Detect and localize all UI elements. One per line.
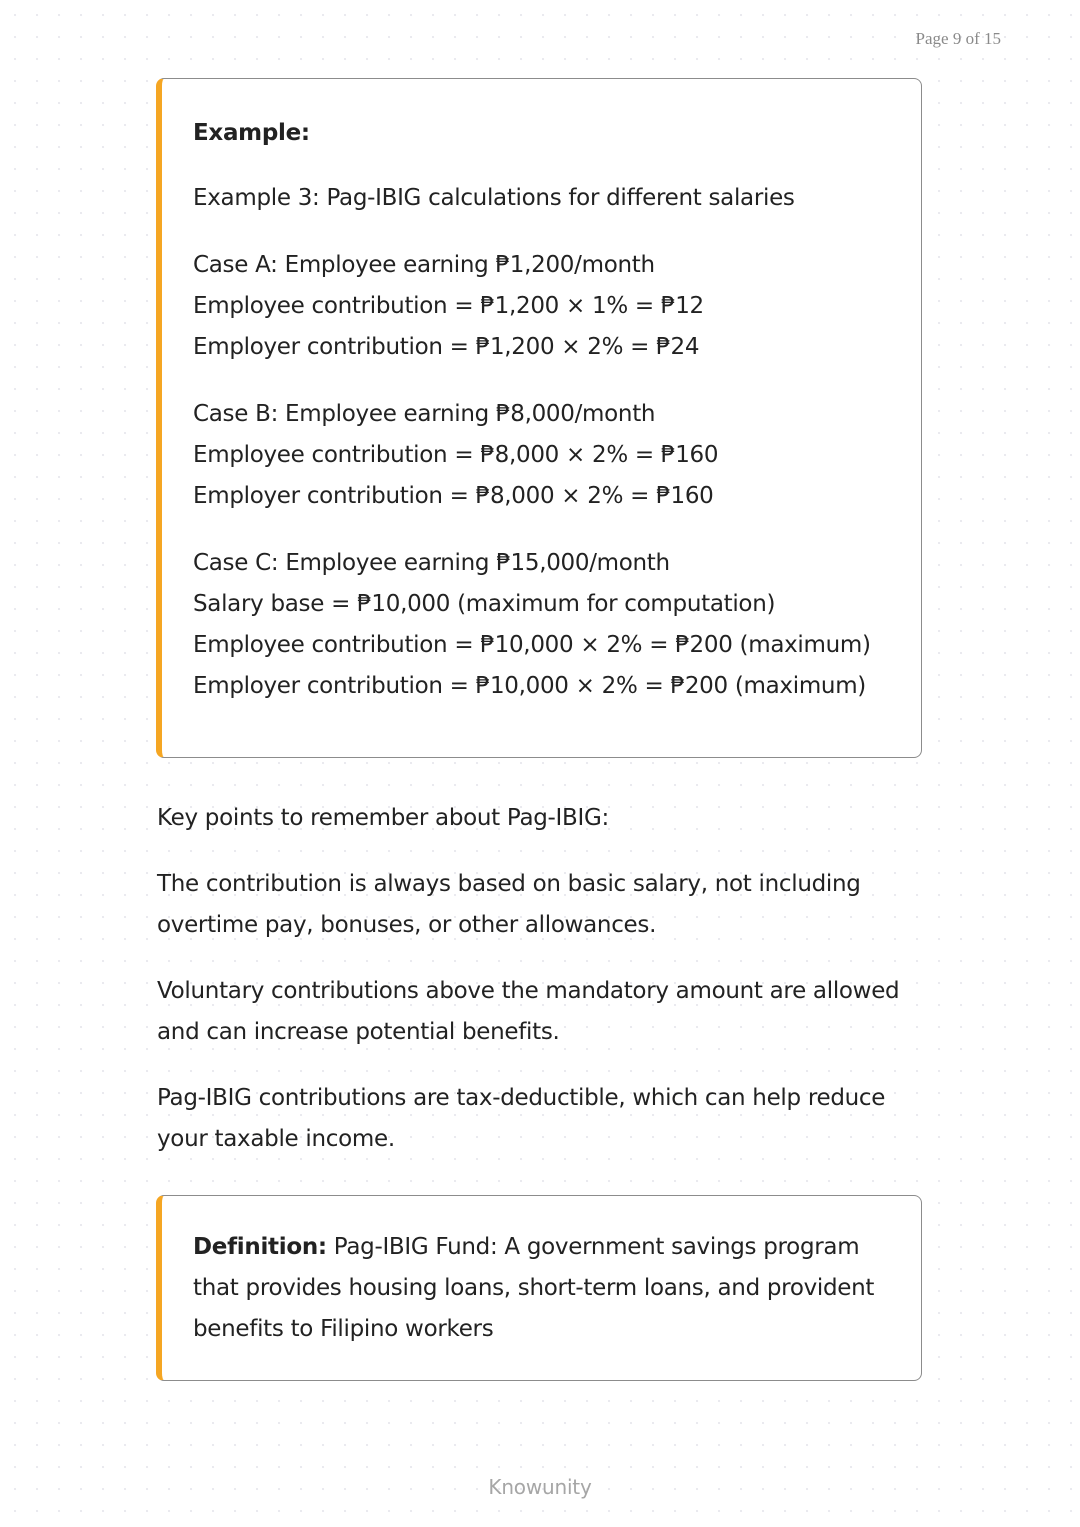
footer-brand: Knowunity <box>488 1475 592 1499</box>
case-c-line: Salary base = ₱10,000 (maximum for computation) <box>193 591 776 617</box>
case-b-line: Employer contribution = ₱8,000 × 2% = ₱160 <box>193 483 714 509</box>
case-c-line: Employer contribution = ₱10,000 × 2% = ₱200 (maximum) <box>193 673 866 699</box>
definition-label: Definition: <box>193 1234 327 1260</box>
case-a <box>193 245 871 368</box>
case-b-line: Case B: Employee earning ₱8,000/month <box>193 401 656 427</box>
case-c <box>193 543 871 707</box>
spacer <box>193 368 871 394</box>
definition-body <box>193 1227 901 1350</box>
case-c-line: Employee contribution = ₱10,000 × 2% = ₱200 (maximum) <box>193 632 871 658</box>
definition-box <box>156 1195 922 1381</box>
example-box <box>156 78 922 758</box>
example-title: Example: <box>193 120 310 146</box>
key-point-item: Pag-IBIG contributions are tax-deductible, which can help reduce your taxable income. <box>157 1085 886 1152</box>
case-a-line: Case A: Employee earning ₱1,200/month <box>193 252 655 278</box>
case-a-line: Employer contribution = ₱1,200 × 2% = ₱24 <box>193 334 700 360</box>
spacer <box>193 219 871 245</box>
example-body <box>193 178 871 707</box>
page-number: Page 9 of 15 <box>915 29 1001 48</box>
case-a-line: Employee contribution = ₱1,200 × 1% = ₱12 <box>193 293 704 319</box>
key-point-item: Voluntary contributions above the mandatory amount are allowed and can increase potential benefits. <box>157 978 900 1045</box>
key-points-section <box>157 798 917 1185</box>
case-c-line: Case C: Employee earning ₱15,000/month <box>193 550 670 576</box>
definition-text: Pag-IBIG Fund: A government savings program that provides housing loans, short-term loans, and provident benefits to Filipino workers <box>193 1234 875 1342</box>
spacer <box>193 517 871 543</box>
key-points-heading: Key points to remember about Pag-IBIG: <box>157 805 609 831</box>
case-b-line: Employee contribution = ₱8,000 × 2% = ₱160 <box>193 442 719 468</box>
example-heading: Example 3: Pag-IBIG calculations for different salaries <box>193 185 795 211</box>
key-point-item: The contribution is always based on basic salary, not including overtime pay, bonuses, or other allowances. <box>157 871 861 938</box>
case-b <box>193 394 871 517</box>
